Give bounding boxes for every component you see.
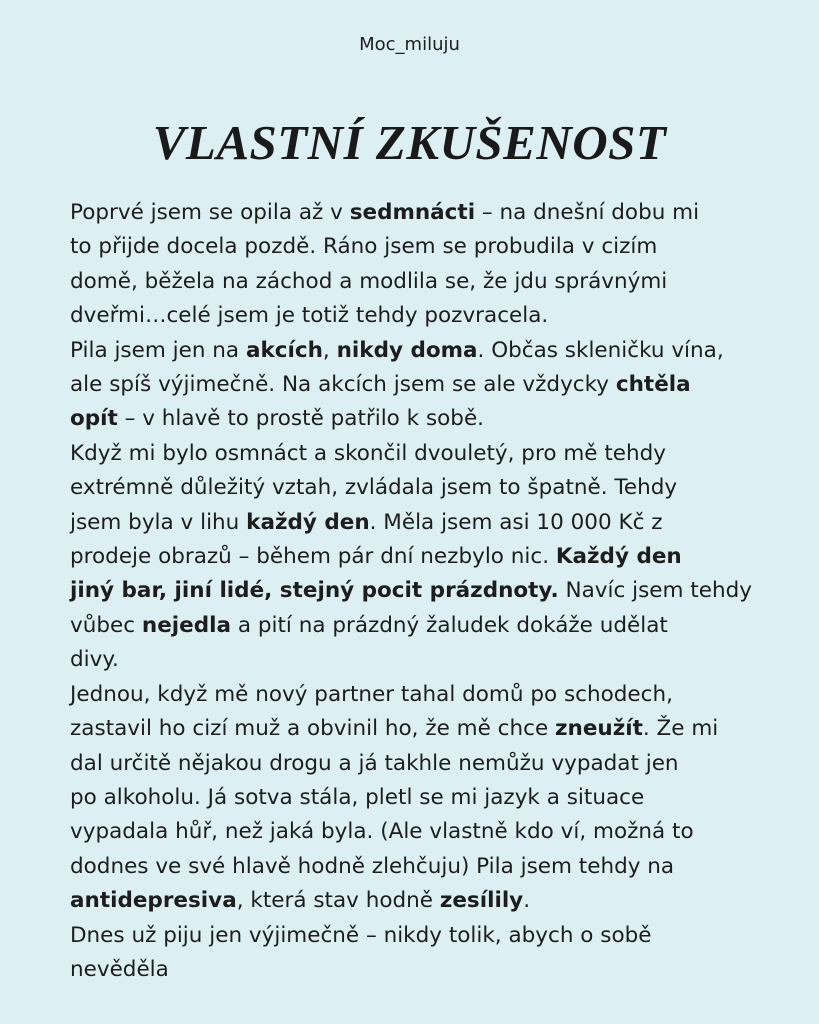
text-run: nevěděla [70, 956, 169, 982]
text-line [70, 402, 760, 436]
text-line [70, 678, 760, 712]
text-run: Dnes už piju jen výjimečně – nikdy tolik, abych o sobě [70, 922, 652, 948]
text-line [70, 437, 760, 471]
emphasis-text: akcích [245, 337, 323, 363]
text-line [70, 953, 760, 987]
text-run: Pila jsem jen na [70, 337, 246, 363]
text-run: . Měla jsem asi 10 000 Kč z [369, 509, 663, 535]
text-run: dveřmi…celé jsem je totiž tehdy pozvracela. [70, 303, 549, 329]
emphasis-text: nikdy doma [336, 337, 478, 363]
emphasis-text: opít [70, 406, 118, 432]
text-line [70, 884, 760, 918]
text-line [70, 747, 760, 781]
text-run: prodeje obrazů – během pár dní nezbylo nic. [70, 544, 556, 570]
text-line [70, 574, 760, 608]
text-run: domě, běžela na záchod a modlila se, že jdu správnými [70, 268, 668, 294]
text-run: . Že mi [642, 716, 719, 742]
story-paragraph [70, 678, 760, 919]
story-body [70, 196, 760, 987]
text-line [70, 712, 760, 746]
emphasis-text: zneužít [555, 716, 643, 742]
text-line [70, 815, 760, 849]
text-line [70, 368, 760, 402]
emphasis-text: sedmnácti [349, 200, 476, 225]
text-run: vůbec [70, 612, 142, 638]
text-run: po alkoholu. Já sotva stála, pletl se mi jazyk a situace [70, 784, 645, 810]
text-run: Navíc jsem tehdy [558, 578, 752, 604]
text-run: Když mi bylo osmnáct a skončil dvouletý, pro mě tehdy [70, 440, 666, 466]
emphasis-text: Každý den [555, 544, 682, 570]
text-run: Jednou, když mě nový partner tahal domů po schodech, [70, 681, 673, 707]
text-line [70, 506, 760, 540]
emphasis-text: každý den [246, 509, 370, 535]
text-line [70, 781, 760, 815]
text-run: dal určitě nějakou drogu a já takhle nemůžu vypadat jen [70, 750, 679, 776]
story-paragraph [70, 334, 760, 437]
text-line [70, 196, 760, 230]
text-run: , která stav hodně [236, 888, 440, 914]
text-run: a pití na prázdný žaludek dokáže udělat [231, 612, 668, 638]
text-line [70, 919, 760, 953]
story-paragraph [70, 196, 760, 334]
post-title: VLASTNÍ ZKUŠENOST [152, 115, 667, 170]
text-run: zastavil ho cizí muž a obvinil ho, že mě chce [70, 716, 556, 742]
text-line [70, 850, 760, 884]
text-run: to přijde docela pozdě. Ráno jsem se probudila v cizím [70, 234, 658, 260]
emphasis-text: antidepresiva [70, 888, 237, 914]
text-line [70, 299, 760, 333]
text-line [70, 334, 760, 368]
text-run: Poprvé jsem se opila až v [70, 200, 350, 225]
author-handle: Moc_miluju [359, 34, 460, 55]
story-paragraph [70, 437, 760, 678]
text-run: extrémně důležitý vztah, zvládala jsem to špatně. Tehdy [70, 475, 678, 501]
emphasis-text: chtěla [615, 372, 691, 398]
text-run: divy. [70, 647, 119, 673]
text-run: ale spíš výjimečně. Na akcích jsem se ale vždycky [70, 372, 616, 398]
text-run: , [322, 337, 337, 363]
story-paragraph [70, 919, 760, 988]
text-line [70, 643, 760, 677]
text-run: jsem byla v lihu [70, 509, 247, 535]
text-line [70, 471, 760, 505]
text-line [70, 540, 760, 574]
text-run: vypadala hůř, než jaká byla. (Ale vlastně kdo ví, možná to [70, 819, 694, 845]
emphasis-text: nejedla [141, 612, 231, 638]
emphasis-text: zesílily [439, 888, 524, 914]
text-run: – v hlavě to prostě patřilo k sobě. [117, 406, 485, 432]
text-run: dodnes ve své hlavě hodně zlehčuju) Pila jsem tehdy na [70, 853, 675, 879]
text-run: . [523, 888, 531, 914]
text-line [70, 230, 760, 264]
emphasis-text: jiný bar, jiní lidé, stejný pocit prázdnoty. [70, 578, 559, 604]
text-line [70, 265, 760, 299]
text-run: – na dnešní dobu mi [475, 200, 700, 225]
text-line [70, 609, 760, 643]
text-run: . Občas skleničku vína, [477, 337, 724, 363]
